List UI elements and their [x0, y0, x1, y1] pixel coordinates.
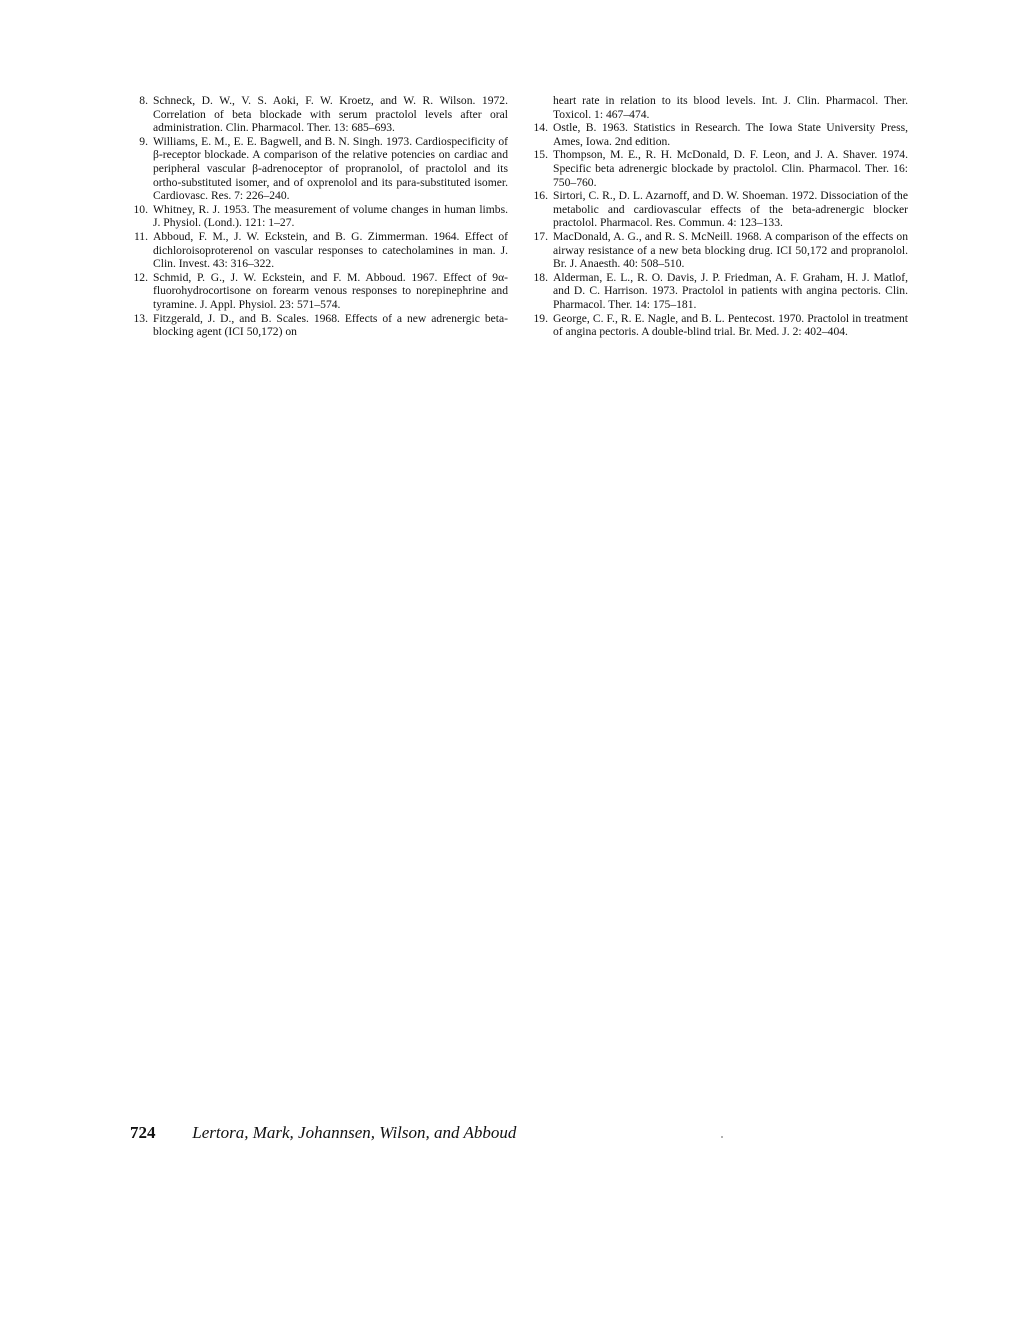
reference-entry: [130, 230, 508, 271]
reference-entry: [530, 271, 908, 312]
reference-text: Alderman, E. L., R. O. Davis, J. P. Friedman, A. F. Graham, H. J. Matlof, and D. C. Harrison. 1973. Practolol in patients with angina pectoris. Clin. Pharmacol. Ther. 14: 175–181.: [553, 270, 908, 311]
reference-number: 14.: [533, 121, 548, 135]
reference-text: Ostle, B. 1963. Statistics in Research. The Iowa State University Press, Ames, Iowa. 2nd edition.: [553, 121, 908, 148]
reference-text: MacDonald, A. G., and R. S. McNeill. 1968. A comparison of the effects on airway resistance of a new beta blocking drug. ICI 50,172 and propranolol. Br. J. Anaesth. 40: 508–510.: [553, 229, 908, 271]
running-authors: Lertora, Mark, Johannsen, Wilson, and Abboud: [192, 1123, 517, 1142]
reference-number: 10.: [133, 202, 148, 216]
reference-number: 11.: [133, 229, 148, 243]
reference-text: Sirtori, C. R., D. L. Azarnoff, and D. W. Shoeman. 1972. Dissociation of the metabolic and cardiovascular effects of the beta-adrenergic blocker practolol. Pharmacol. Res. Commun. 4: 123–133.: [553, 189, 908, 230]
reference-entry: [530, 148, 908, 189]
reference-entry: [530, 121, 908, 148]
reference-entry: [530, 189, 908, 230]
reference-number: 19.: [533, 311, 548, 325]
reference-entry: [530, 230, 908, 271]
page-footer: [130, 1123, 516, 1143]
reference-text: Schneck, D. W., V. S. Aoki, F. W. Kroetz, and W. R. Wilson. 1972. Correlation of beta blockade with serum practolol levels after oral administration. Clin. Pharmacol. Ther. 13: 685–693.: [153, 94, 508, 135]
reference-number: 15.: [533, 148, 548, 162]
reference-text: George, C. F., R. E. Nagle, and B. L. Pentecost. 1970. Practolol in treatment of angina pectoris. A double-blind trial. Br. Med. J. 2: 402–404.: [553, 311, 908, 339]
reference-column-right: [530, 94, 908, 339]
reference-number: 9.: [139, 134, 148, 148]
reference-entry: [130, 135, 508, 203]
reference-number: 18.: [533, 270, 548, 284]
reference-text: Fitzgerald, J. D., and B. Scales. 1968. Effects of a new adrenergic beta-blocking agent (ICI 50,172) on: [153, 311, 508, 339]
reference-continuation: [530, 94, 908, 121]
reference-entry: [130, 203, 508, 230]
reference-text: Williams, E. M., E. E. Bagwell, and B. N. Singh. 1973. Cardiospecificity of β-receptor blockade. A comparison of the relative potencies on cardiac and peripheral vascular β-adrenoceptor of propranolol, of practolol and its ortho-substituted isomer, and of oxprenolol and its para-substituted isomer. Cardiovasc. Res. 7: 226–240.: [153, 134, 508, 203]
reference-number: 16.: [533, 189, 548, 203]
reference-number: 8.: [139, 94, 148, 107]
reference-entry: [130, 271, 508, 312]
reference-number: 17.: [533, 229, 548, 243]
reference-text: Whitney, R. J. 1953. The measurement of volume changes in human limbs. J. Physiol. (Lond.). 121: 1–27.: [153, 202, 508, 230]
reference-column-left: [130, 94, 508, 339]
reference-text: Thompson, M. E., R. H. McDonald, D. F. Leon, and J. A. Shaver. 1974. Specific beta adrenergic blockade by practolol. Clin. Pharmacol. Ther. 16: 750–760.: [553, 148, 908, 189]
reference-number: 13.: [133, 311, 148, 325]
scan-speck: [721, 1136, 723, 1138]
reference-entry: [130, 94, 508, 135]
reference-text: heart rate in relation to its blood levels. Int. J. Clin. Pharmacol. Ther. Toxicol. 1: 467–474.: [553, 94, 908, 121]
reference-entry: [130, 312, 508, 339]
reference-text: Schmid, P. G., J. W. Eckstein, and F. M. Abboud. 1967. Effect of 9α-fluorohydrocortisone on forearm venous responses to norepinephrine and tyramine. J. Appl. Physiol. 23: 571–574.: [153, 270, 508, 311]
reference-entry: [530, 312, 908, 339]
reference-text: Abboud, F. M., J. W. Eckstein, and B. G. Zimmerman. 1964. Effect of dichloroisoproterenol on vascular responses to catecholamines in man. J. Clin. Invest. 43: 316–322.: [153, 229, 508, 271]
reference-number: 12.: [133, 270, 148, 284]
page-number: 724: [130, 1123, 156, 1142]
